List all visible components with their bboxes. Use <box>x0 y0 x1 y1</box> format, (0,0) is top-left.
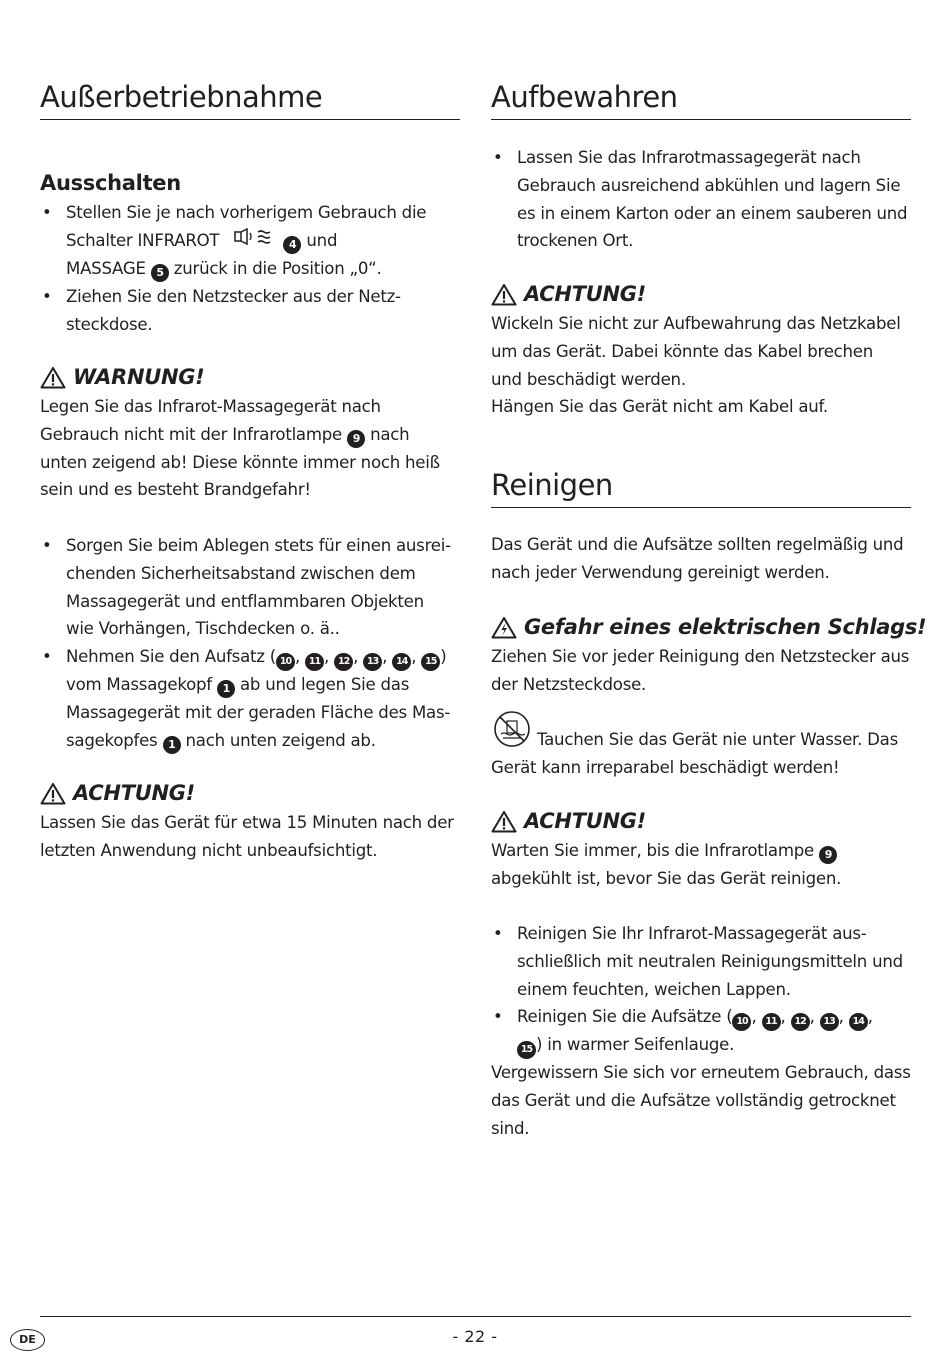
ref-number-15: 15 <box>421 653 440 671</box>
cleaning-intro: Das Gerät und die Aufsätze sollten regelmäßig und nach jeder Verwendung gereinigt werden. <box>491 535 904 582</box>
list-item: • Sorgen Sie beim Ablegen stets für einen ausrei- chenden Sicherheitsabstand zwischen dem Massagegerät und entflammbaren Objekten wie Vorhängen, Tischdecken o. ä.. <box>42 536 451 639</box>
caution-text: Lassen Sie das Gerät für etwa 15 Minuten nach der letzten Anwendung nicht unbeaufsichtigt. <box>40 813 454 860</box>
ref-number-12: 12 <box>791 1013 810 1031</box>
warning-heading: WARNUNG! <box>40 363 204 391</box>
list-item: • Lassen Sie das Infrarotmassagegerät nach Gebrauch ausreichend abkühlen und lagern Sie es in einem Karton oder an einem sauberen und trockenen Ort. <box>493 148 908 251</box>
list-item: • Stellen Sie je nach vorherigem Gebrauch die Schalter INFRAROT 4 und MASSAGE 5 zurück in die Position „0“. <box>40 199 470 283</box>
list-item: • Reinigen Sie die Aufsätze ( 10 , 11 , 12 , 13 , 14 , 15 ) in warmer Seifenlauge. <box>491 1003 921 1059</box>
warning-text: Legen Sie das Infrarot-Massagegerät nach Gebrauch nicht mit der Infrarotlampe 9 nach unten zeigend ab! Diese könnte immer noch heiß sein und es besteht Brandgefahr! <box>40 397 440 500</box>
cleaning-list <box>491 920 921 1143</box>
ref-number-14: 14 <box>849 1013 868 1031</box>
section-title-ausserbetriebnahme: Außerbetriebnahme <box>40 76 460 120</box>
caution-heading: ACHTUNG! <box>491 807 646 835</box>
ref-number-10: 10 <box>732 1013 751 1031</box>
caution-heading: ACHTUNG! <box>40 779 195 807</box>
section-title-reinigen: Reinigen <box>491 464 911 508</box>
electric-shock-warning-icon <box>491 616 517 639</box>
ref-number-13: 13 <box>820 1013 839 1031</box>
electric-shock-text: Ziehen Sie vor jeder Reinigung den Netzstecker aus der Netzsteckdose. <box>491 647 910 694</box>
dry-check-paragraph: Vergewissern Sie sich vor erneutem Gebrauch, dass das Gerät und die Aufsätze vollständig getrocknet sind. <box>491 1063 911 1138</box>
ref-number-12: 12 <box>334 653 353 671</box>
warning-triangle-icon <box>491 283 517 306</box>
placement-list <box>40 532 470 755</box>
warning-triangle-icon <box>40 782 66 805</box>
warning-triangle-icon <box>40 366 66 389</box>
ref-number-15: 15 <box>517 1041 536 1059</box>
infrared-heat-icon <box>234 227 278 255</box>
ref-number-11: 11 <box>305 653 324 671</box>
switch-off-list <box>40 199 470 339</box>
ref-number-9: 9 <box>347 430 365 448</box>
page-number: - 22 - <box>452 1327 498 1346</box>
list-item: • Ziehen Sie den Netzstecker aus der Netz- steckdose. <box>42 286 401 334</box>
caution-heading: ACHTUNG! <box>491 280 646 308</box>
ref-number-13: 13 <box>363 653 382 671</box>
ref-number-1: 1 <box>217 680 235 698</box>
ref-number-9: 9 <box>819 846 837 864</box>
footer-divider <box>40 1316 911 1317</box>
list-item: • Nehmen Sie den Aufsatz ( 10 , 11 , 12 , 13 , 14 , 15 ) vom Massagekopf 1 ab und legen Sie das Massagegerät mit der geraden Fläche des Mas- sagekopfes 1 nach unten zeigend ab. <box>40 643 470 754</box>
language-badge: DE <box>10 1329 45 1351</box>
caution-text: Warten Sie immer, bis die Infrarotlampe 9 abgekühlt ist, bevor Sie das Gerät reinigen. <box>491 841 842 888</box>
storage-list <box>491 144 921 255</box>
ref-number-4: 4 <box>283 236 301 254</box>
ref-number-1: 1 <box>163 736 181 754</box>
subsection-title-ausschalten: Ausschalten <box>40 171 181 195</box>
caution-text: Wickeln Sie nicht zur Aufbewahrung das Netzkabel um das Gerät. Dabei könnte das Kabel brechen und beschädigt werden. Hängen Sie das Gerät nicht am Kabel auf. <box>491 314 901 417</box>
water-warning-text: Tauchen Sie das Gerät nie unter Wasser. Das Gerät kann irreparabel beschädigt werden! <box>491 730 898 777</box>
electric-shock-heading: Gefahr eines elektrischen Schlags! <box>491 613 926 641</box>
ref-number-11: 11 <box>762 1013 781 1031</box>
list-item: • Reinigen Sie Ihr Infrarot-Massagegerät aus- schließlich mit neutralen Reinigungsmitteln und einem feuchten, weichen Lappen. <box>493 924 903 999</box>
ref-number-5: 5 <box>151 264 169 282</box>
warning-triangle-icon <box>491 810 517 833</box>
ref-number-10: 10 <box>276 653 295 671</box>
ref-number-14: 14 <box>392 653 411 671</box>
section-title-aufbewahren: Aufbewahren <box>491 76 911 120</box>
